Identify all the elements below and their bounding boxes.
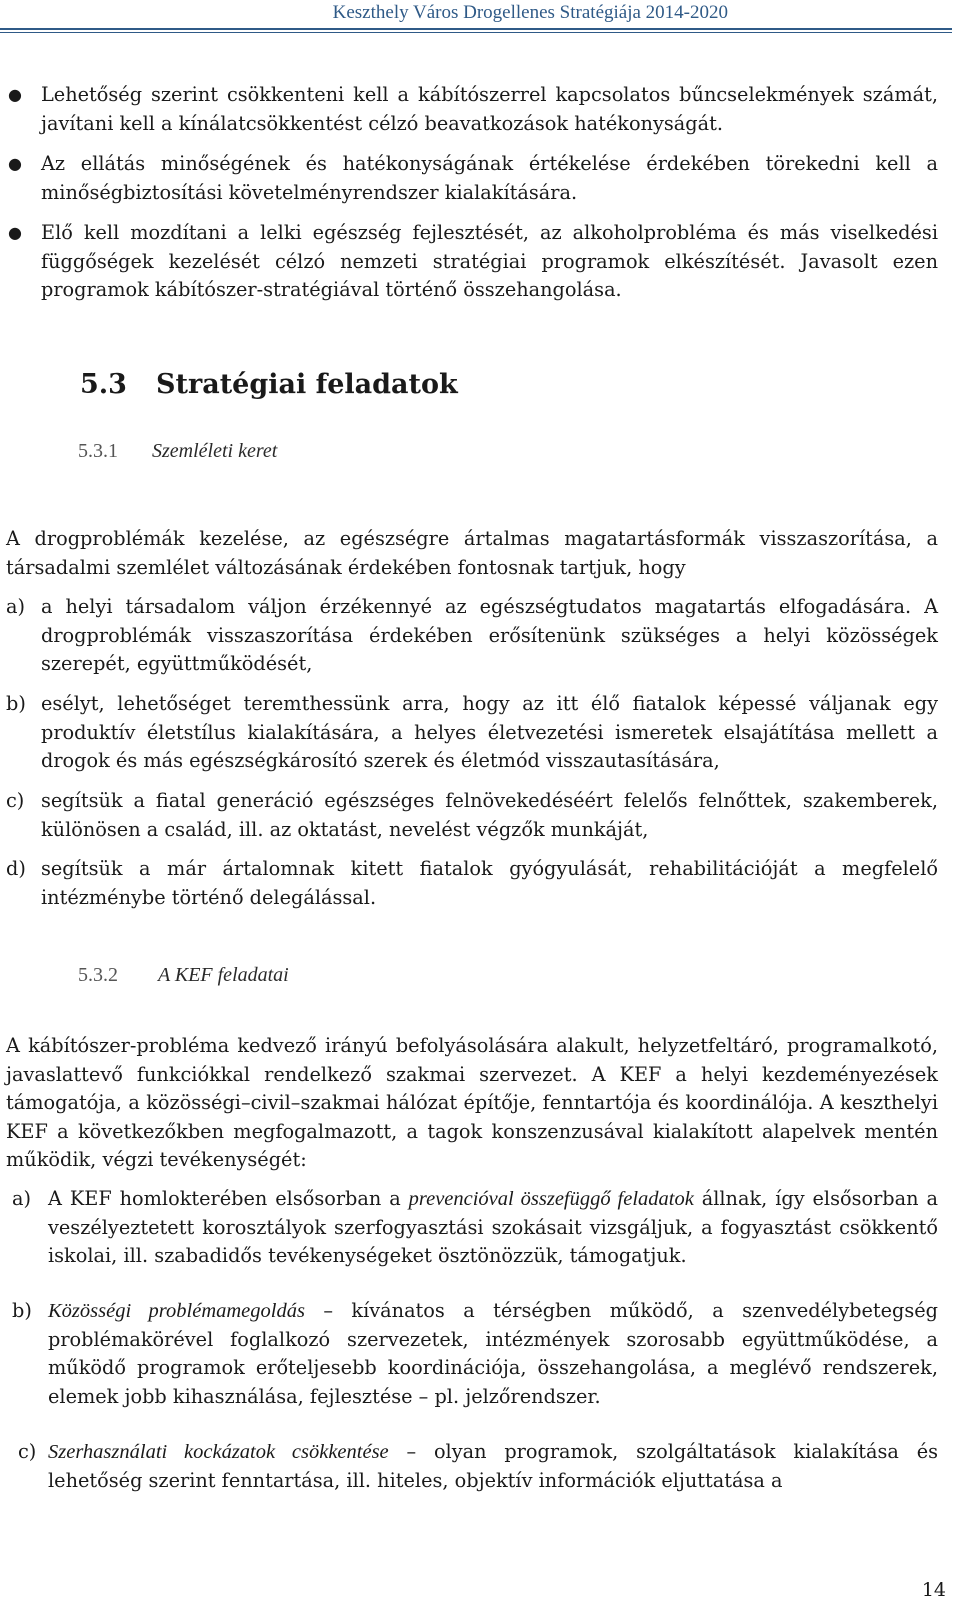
list-marker: b) [12,1299,32,1322]
bullet-item: Lehetőség szerint csökkenteni kell a kábítószerrel kapcsolatos bűncselekmények számát, javítani kell a kínálatcsökkentést célzó beavatkozások hatékonyságát. [41,83,938,135]
subsection-heading [78,440,277,463]
section-title: Stratégiai feladatok [156,369,458,400]
page-header [0,0,952,36]
bullet-icon: ● [8,223,22,242]
list-marker: c) [6,789,25,812]
emphasis: Szerhasználati kockázatok csökkentése [48,1441,389,1463]
list-marker: d) [6,857,26,880]
list-marker: c) [18,1440,37,1463]
list-item: a helyi társadalom váljon érzékennyé az egészségtudatos magatartás elfogadására. A drogproblémák visszaszorítása érdekében erősítenünk szükséges a helyi közösségek szerepét, együttműködését, [41,595,938,676]
page-number: 14 [921,1579,946,1601]
paragraph: A drogproblémák kezelése, az egészségre ártalmas magatartásformák visszaszorítása, a társadalmi szemlélet változásának érdekében fontosnak tartjuk, hogy [6,527,938,579]
list-item: segítsük a már ártalomnak kitett fiatalok gyógyulását, rehabilitációját a megfelelő intézménybe történő delegálással. [41,857,938,909]
bullet-icon: ● [8,154,22,173]
subsection-title: A KEF feladatai [158,964,289,986]
bullet-item: Az ellátás minőségének és hatékonyságának értékelése érdekében törekedni kell a minőségbiztosítási követelményrendszer kialakítására. [41,152,938,204]
list-item: Közösségi problémamegoldás – kívánatos a térségben működő, a szenvedélybetegség problémakörével foglalkozó szervezetek, intézmények szorosabb együttműködése, a működő programok erőteljesebb koordinációja, összehangolása, a meglévő rendszerek, elemek jobb kihasználása, fejlesztése – pl. jelzőrendszer. [48,1299,938,1408]
section-heading [80,369,458,400]
subsection-title: Szemléleti keret [152,440,278,462]
emphasis: prevencióval összefüggő feladatok [408,1188,694,1210]
subsection-number: 5.3.1 [78,440,118,462]
subsection-heading [78,964,289,987]
header-rule [0,28,952,30]
list-marker: a) [12,1187,32,1210]
section-number: 5.3 [80,369,127,400]
list-item: A KEF homlokterében elsősorban a prevencióval összefüggő feladatok állnak, így elsősorban a veszélyeztetett korosztályok szerfogyasztási szokásait vizsgáljuk, a fogyasztást csökkentő iskolai, ill. szabadidős tevékenységeket ösztönözzük, támogatjuk. [48,1187,938,1268]
header-title: Keszthely Város Drogellenes Stratégiája 2014-2020 [332,2,728,23]
paragraph: A kábítószer-probléma kedvező irányú befolyásolására alakult, helyzetfeltáró, programalkotó, javaslattevő funkciókkal rendelkező szakmai szervezet. A KEF a helyi kezdeményezések támogatója, a közösségi–civil–szakmai hálózat építője, fenntartója és koordinálója. A keszthelyi KEF a következőkben megfogalmazott, a tagok konszenzusával kialakított alapelvek mentén működik, végzi tevékenységét: [6,1034,938,1172]
header-rule-thin [0,32,952,33]
bullet-item: Elő kell mozdítani a lelki egészség fejlesztését, az alkoholprobléma és más viselkedési függőségek kezelését célzó nemzeti stratégiai programok elkészítését. Javasolt ezen programok kábítószer-stratégiával történő összehangolása. [41,221,938,302]
list-item: esélyt, lehetőséget teremthessünk arra, hogy az itt élő fiatalok képessé váljanak egy produktív életstílus kialakítására, a helyes életvezetési ismeretek elsajátítása mellett a drogok és más egészségkárosító szerek és életmód visszautasítására, [41,692,938,773]
emphasis: Közösségi problémamegoldás [48,1300,305,1322]
list-item: Szerhasználati kockázatok csökkentése – olyan programok, szolgáltatások kialakítása és lehetőség szerint fenntartása, ill. hiteles, objektív információk eljuttatása a [48,1440,938,1492]
bullet-icon: ● [8,85,22,104]
list-marker: a) [6,595,26,618]
subsection-number: 5.3.2 [78,964,118,986]
list-marker: b) [6,692,26,715]
list-item: segítsük a fiatal generáció egészséges felnövekedéséért felelős felnőttek, szakemberek, különösen a család, ill. az oktatást, nevelést végzők munkáját, [41,789,938,841]
